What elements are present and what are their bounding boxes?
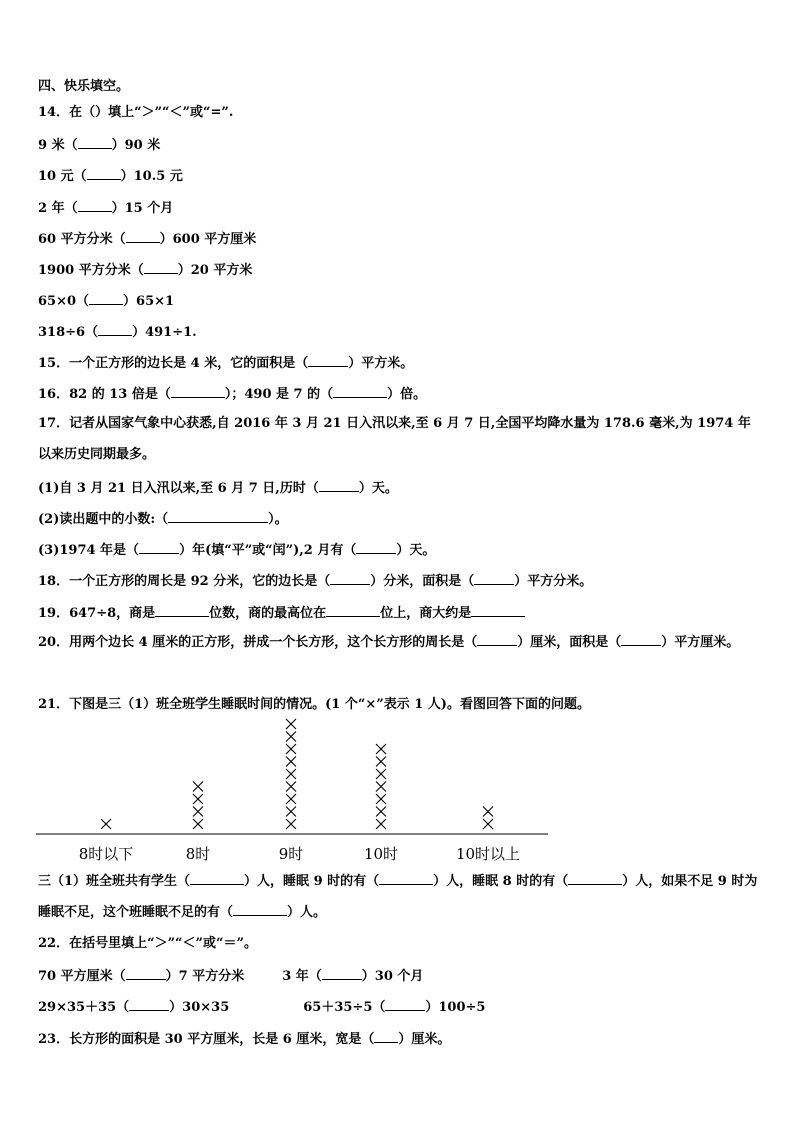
cross-mark bbox=[376, 819, 386, 829]
cross-mark bbox=[193, 819, 203, 829]
cross-mark bbox=[376, 744, 386, 754]
answer-blank[interactable] bbox=[319, 479, 359, 492]
q23: 23．长方形的面积是 30 平方厘米，长是 6 厘米，宽是（ ）厘米。 bbox=[38, 1032, 451, 1047]
answer-blank[interactable] bbox=[621, 633, 661, 646]
dot-column-5 bbox=[483, 807, 493, 830]
cross-mark bbox=[286, 757, 296, 767]
q21-stem: 21．下图是三（1）班全班学生睡眠时间的情况。(1 个“×”表示 1 人)。看图回答下面的问题。 bbox=[38, 697, 590, 712]
q18: 18．一个正方形的周长是 92 分米，它的边长是（ ）分米，面积是（ ）平方分米。 bbox=[38, 574, 593, 589]
answer-blank[interactable] bbox=[126, 967, 166, 980]
q17-part-2: (2)读出题中的小数:（ ）。 bbox=[38, 512, 288, 527]
q21-question: 三（1）班全班共有学生（ ）人，睡眠 9 时的有（ ）人，睡眠 8 时的有（ ）人，如果不足 9 时为睡眠不足，这个班睡眠不足的有（ ）人。 bbox=[38, 874, 758, 920]
cross-mark bbox=[286, 744, 296, 754]
answer-blank[interactable] bbox=[190, 872, 244, 885]
category-label: 10时以上 bbox=[455, 845, 521, 863]
answer-blank[interactable] bbox=[379, 872, 433, 885]
answer-blank[interactable] bbox=[87, 167, 121, 180]
q14-item-1: 9 米（ ）90 米 bbox=[38, 138, 161, 153]
answer-blank[interactable] bbox=[233, 903, 287, 916]
answer-blank[interactable] bbox=[356, 541, 396, 554]
category-label: 8时 bbox=[185, 845, 211, 863]
cross-mark bbox=[286, 732, 296, 742]
answer-blank[interactable] bbox=[139, 541, 179, 554]
answer-blank[interactable] bbox=[322, 967, 362, 980]
answer-blank[interactable] bbox=[89, 292, 123, 305]
q20: 20．用两个边长 4 厘米的正方形，拼成一个长方形，这个长方形的周长是（ ）厘米，面积是（ ）平方厘米。 bbox=[38, 635, 740, 650]
answer-blank[interactable] bbox=[326, 604, 380, 617]
cross-mark bbox=[286, 782, 296, 792]
category-label: 10时 bbox=[363, 845, 399, 863]
dot-column-1 bbox=[101, 819, 111, 829]
dot-column-3 bbox=[286, 719, 296, 829]
q15: 15．一个正方形的边长是 4 米，它的面积是（ ）平方米。 bbox=[38, 356, 414, 371]
answer-blank[interactable] bbox=[126, 230, 160, 243]
q17-part-3: (3)1974 年是（ ）年(填“平”或“闰”),2 月有（ ）天。 bbox=[38, 543, 436, 558]
q17-part-1: (1)自 3 月 21 日入汛以来,至 6 月 7 日,历时（ ）天。 bbox=[38, 481, 398, 496]
q14-item-5: 1900 平方分米（ ）20 平方米 bbox=[38, 263, 253, 278]
answer-blank[interactable] bbox=[98, 323, 132, 336]
sleep-time-dot-plot bbox=[36, 712, 556, 870]
cross-mark bbox=[193, 794, 203, 804]
answer-blank[interactable] bbox=[474, 572, 514, 585]
q14-item-7: 318÷6（ ）491÷1. bbox=[38, 325, 197, 340]
answer-blank[interactable] bbox=[78, 136, 112, 149]
cross-mark bbox=[483, 819, 493, 829]
category-label: 8时以下 bbox=[78, 845, 134, 863]
cross-mark bbox=[483, 807, 493, 817]
cross-mark bbox=[193, 807, 203, 817]
answer-blank[interactable] bbox=[168, 510, 268, 523]
q14-stem: 14．在（）填上“＞”“＜”或“=”. bbox=[38, 105, 234, 120]
answer-blank[interactable] bbox=[171, 385, 225, 398]
answer-blank[interactable] bbox=[78, 199, 112, 212]
cross-mark bbox=[376, 769, 386, 779]
answer-blank[interactable] bbox=[308, 354, 348, 367]
dot-column-4 bbox=[376, 744, 386, 829]
q22-stem: 22．在括号里填上“＞”“＜”或“＝”。 bbox=[38, 936, 257, 951]
answer-blank[interactable] bbox=[568, 872, 622, 885]
cross-mark bbox=[101, 819, 111, 829]
answer-blank[interactable] bbox=[333, 385, 387, 398]
answer-blank[interactable] bbox=[374, 1030, 398, 1043]
q17-stem: 17．记者从国家气象中心获悉,自 2016 年 3 月 21 日入汛以来,至 6 月 7 日,全国平均降水量为 178.6 毫米,为 1974 年以来历史同期最多。 bbox=[38, 416, 751, 462]
q22-row-1: 70 平方厘米（ ）7 平方分米 3 年（ ）30 个月 bbox=[38, 969, 424, 984]
q14-item-3: 2 年（ ）15 个月 bbox=[38, 201, 174, 216]
cross-mark bbox=[286, 819, 296, 829]
q16: 16．82 的 13 倍是（ ）；490 是 7 的（ ）倍。 bbox=[38, 387, 427, 402]
answer-blank[interactable] bbox=[330, 572, 370, 585]
q14-item-6: 65×0（ ）65×1 bbox=[38, 294, 175, 309]
cross-mark bbox=[376, 782, 386, 792]
cross-mark bbox=[376, 794, 386, 804]
answer-blank[interactable] bbox=[477, 633, 517, 646]
cross-mark bbox=[376, 757, 386, 767]
cross-mark bbox=[286, 794, 296, 804]
answer-blank[interactable] bbox=[129, 998, 169, 1011]
cross-mark bbox=[376, 807, 386, 817]
cross-mark bbox=[286, 719, 296, 729]
cross-mark bbox=[286, 769, 296, 779]
dot-column-2 bbox=[193, 782, 203, 830]
q19: 19．647÷8，商是 位数，商的最高位在 位上，商大约是 bbox=[38, 604, 525, 622]
category-label: 9时 bbox=[278, 845, 304, 863]
answer-blank[interactable] bbox=[471, 604, 525, 617]
cross-mark bbox=[286, 807, 296, 817]
q14-item-2: 10 元（ ）10.5 元 bbox=[38, 169, 183, 184]
cross-mark bbox=[193, 782, 203, 792]
section-title: 四、快乐填空。 bbox=[38, 79, 130, 94]
q14-item-4: 60 平方分米（ ）600 平方厘米 bbox=[38, 232, 257, 247]
q22-row-2: 29×35＋35（ ）30×35 65＋35÷5（ ）100÷5 bbox=[38, 1000, 486, 1015]
answer-blank[interactable] bbox=[155, 604, 209, 617]
answer-blank[interactable] bbox=[144, 261, 178, 274]
answer-blank[interactable] bbox=[385, 998, 425, 1011]
